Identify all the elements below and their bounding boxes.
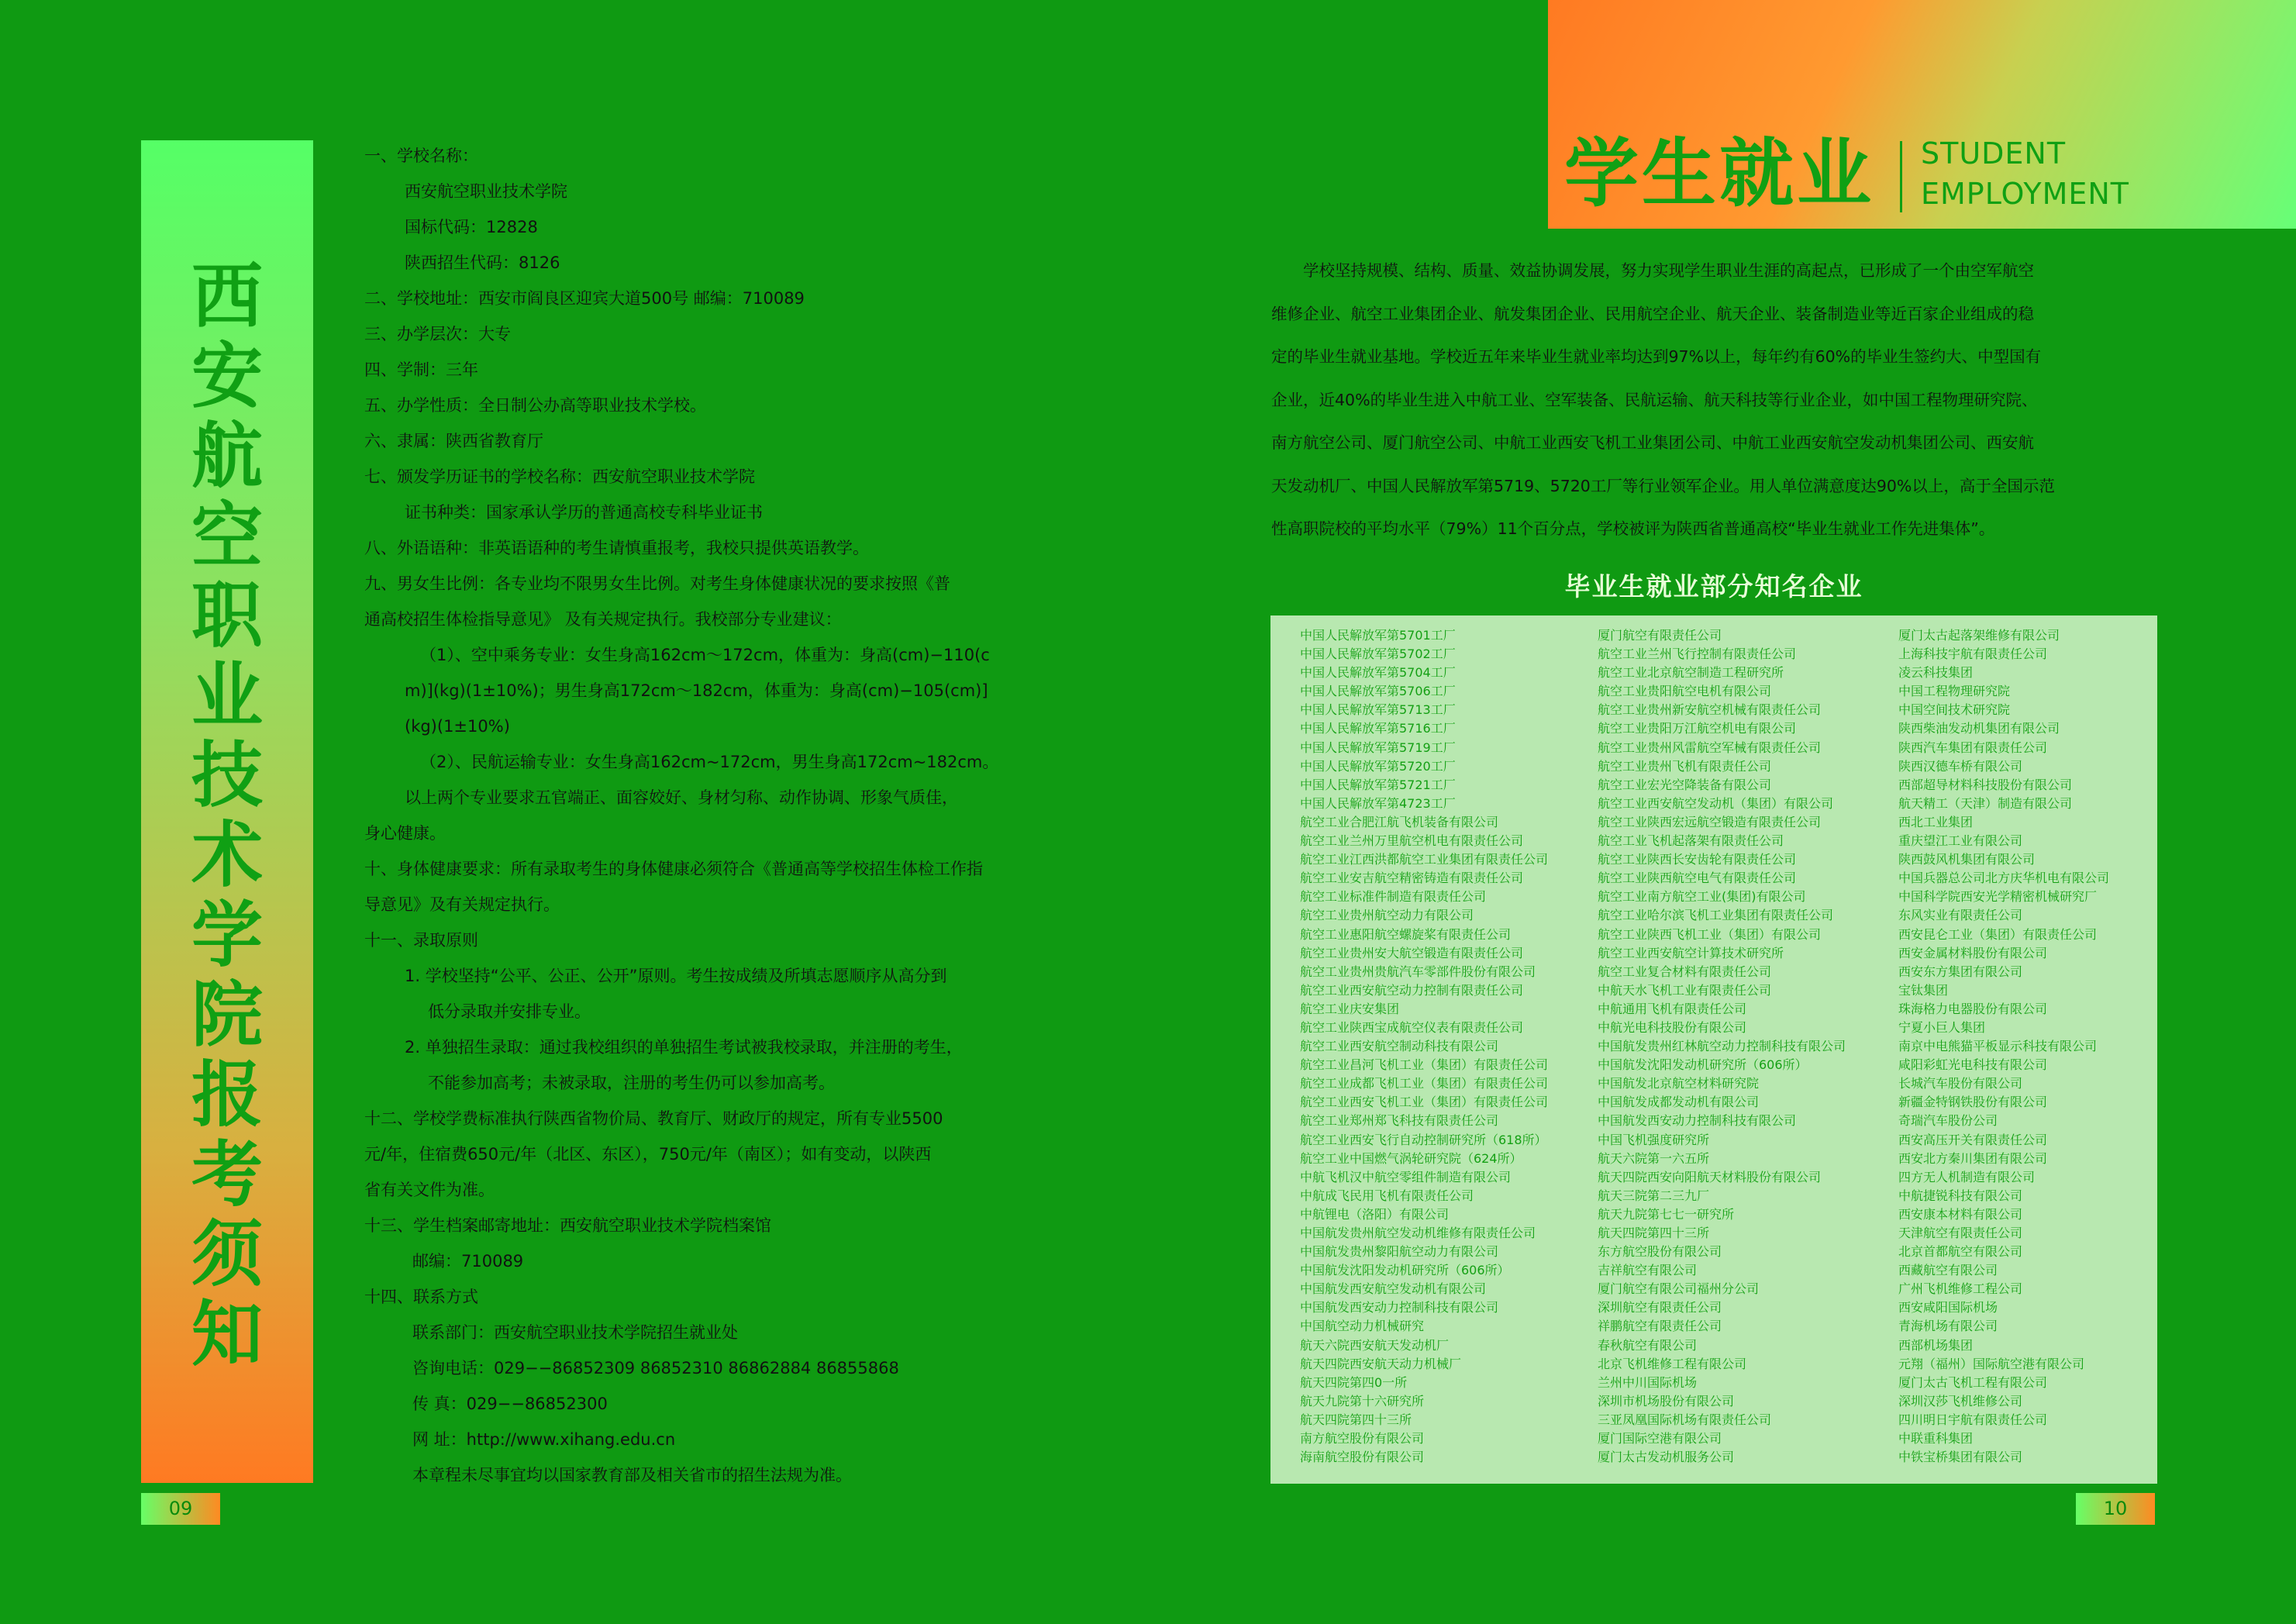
firm-item: 中航天水飞机工业有限责任公司: [1598, 982, 1772, 998]
paragraph-line: 性高职院校的平均水平（79%）11个百分点，学校被评为陕西省普通高校“毕业生就业工作先进集体”。: [1271, 519, 1995, 538]
info-line: 邮编：710089: [412, 1252, 524, 1271]
firm-item: 航空工业郑州郑飞科技有限责任公司: [1300, 1113, 1499, 1129]
info-line: 本章程未尽事宜均以国家教育部及相关省市的招生法规为准。: [412, 1466, 852, 1484]
firm-item: 宁夏小巨人集团: [1898, 1019, 1986, 1035]
info-line: 网 址：http://www.xihang.edu.cn: [412, 1430, 676, 1449]
firm-item: 中航成飞民用飞机有限责任公司: [1300, 1188, 1474, 1203]
firm-item: 航天九院第十六研究所: [1300, 1393, 1425, 1409]
firm-item: 航空工业贵州贵航汽车零部件股份有限公司: [1300, 964, 1536, 979]
info-line: 十一、录取原则: [364, 931, 478, 950]
vertical-title-char: 学: [191, 893, 263, 977]
firm-item: 奇瑞汽车股份公司: [1898, 1113, 1998, 1129]
info-line: 咨询电话：029−−86852309 86852310 86862884 86855868: [412, 1359, 899, 1377]
firm-item: 中联重科集团: [1898, 1431, 1974, 1446]
firm-item: 长城汽车股份有限公司: [1898, 1076, 2023, 1091]
firm-item: 航空工业中国燃气涡轮研究院（624所）: [1300, 1150, 1522, 1166]
vertical-title-char: 空: [191, 494, 263, 578]
firm-item: 上海科技宇航有限责任公司: [1898, 646, 2048, 662]
firm-item: 中国航发贵州红林航空动力控制科技有限公司: [1598, 1039, 1846, 1054]
firm-item: 陕西鼓风机集团有限公司: [1898, 852, 2036, 867]
title-en-line-1: STUDENT: [1921, 136, 2067, 171]
firm-item: 东风实业有限责任公司: [1898, 908, 2023, 923]
info-line: 十二、学校学费标准执行陕西省物价局、教育厅、财政厅的规定，所有专业5500: [364, 1109, 943, 1128]
firm-item: 四川明日宇航有限责任公司: [1898, 1412, 2048, 1427]
firm-item: 中国兵器总公司北方庆华机电有限公司: [1898, 871, 2110, 886]
info-line: 五、办学性质：全日制公办高等职业技术学校。: [364, 396, 706, 415]
firm-item: 航天四院第四十三所: [1300, 1412, 1412, 1427]
section-title-en: [1921, 133, 2129, 214]
info-line: (kg)(1±10%): [405, 717, 510, 736]
info-line: 联系部门：西安航空职业技术学院招生就业处: [412, 1323, 738, 1342]
firm-item: 中国飞机强度研究所: [1598, 1132, 1710, 1147]
firm-item: 航空工业西安航空动力控制有限责任公司: [1300, 982, 1524, 998]
firm-item: 航天九院第七七一研究所: [1598, 1206, 1735, 1222]
firm-item: 三亚凤凰国际机场有限责任公司: [1598, 1412, 1772, 1427]
vertical-title-char: 西: [191, 254, 263, 338]
section-title-cn: 学生就业: [1564, 129, 1874, 217]
firm-item: 航天四院第四十三所: [1598, 1226, 1710, 1240]
info-line: 国标代码：12828: [405, 218, 538, 236]
firm-item: 深圳汉莎飞机维修公司: [1898, 1393, 2023, 1409]
firm-item: 西安咸阳国际机场: [1898, 1300, 1998, 1315]
firm-item: 中国人民解放军第5706工厂: [1300, 684, 1456, 699]
admission-info-text: [364, 138, 1031, 1493]
title-en-line-2: EMPLOYMENT: [1921, 177, 2130, 211]
info-line: （1）、空中乘务专业：女生身高162cm～172cm，体重为：身高(cm)−110(c: [420, 646, 990, 664]
info-line: 传 真：029−−86852300: [412, 1395, 608, 1413]
firm-item: 中国人民解放军第5704工厂: [1300, 665, 1456, 681]
firm-item: 航空工业兰州飞行控制有限责任公司: [1598, 646, 1797, 662]
info-line: 十三、学生档案邮寄地址：西安航空职业技术学院档案馆: [364, 1216, 771, 1235]
firm-item: 航空工业陕西航空电气有限责任公司: [1598, 871, 1797, 886]
vertical-title-char: 报: [191, 1053, 263, 1136]
firm-item: 元翔（福州）国际航空港有限公司: [1898, 1356, 2085, 1371]
firm-item: 航空工业西安飞机工业（集团）有限责任公司: [1300, 1095, 1549, 1110]
firms-column-1: [1300, 626, 1548, 1467]
info-line: 证书种类：国家承认学历的普通高校专科毕业证书: [405, 503, 763, 522]
title-divider: [1900, 141, 1902, 212]
firm-item: 中国工程物理研究院: [1898, 684, 2011, 699]
firm-item: 航空工业西安航空计算技术研究所: [1598, 945, 1784, 960]
firm-item: 航空工业南方航空工业(集团)有限公司: [1598, 889, 1806, 905]
firm-item: 珠海格力电器股份有限公司: [1898, 1001, 2048, 1016]
firm-item: 中国科学院西安光学精密机械研究厂: [1898, 889, 2098, 905]
firm-item: 航空工业飞机起落架有限责任公司: [1598, 833, 1784, 849]
firm-item: 陕西柴油发动机集团有限公司: [1898, 721, 2060, 736]
firm-item: 中国航发西安动力控制科技有限公司: [1300, 1300, 1499, 1315]
firm-item: 厦门航空有限公司福州分公司: [1598, 1281, 1760, 1297]
firm-item: 中国航发贵州航空发动机维修有限责任公司: [1300, 1226, 1536, 1240]
firm-item: 航空工业复合材料有限责任公司: [1598, 964, 1772, 979]
firm-item: 中国人民解放军第5701工厂: [1300, 628, 1456, 643]
info-line: 元/年，住宿费650元/年（北区、东区），750元/年（南区）；如有变动，以陕西: [364, 1145, 932, 1164]
firm-item: 青海机场有限公司: [1898, 1319, 1998, 1334]
firm-item: 中国航发成都发动机有限公司: [1598, 1095, 1760, 1110]
info-line: 1. 学校坚持“公平、公正、公开”原则。考生按成绩及所填志愿顺序从高分到: [405, 967, 947, 985]
firm-item: 厦门太古发动机服务公司: [1598, 1450, 1735, 1465]
firm-item: 航空工业贵州风雷航空军械有限责任公司: [1598, 740, 1822, 755]
firm-item: 航空工业安吉航空精密铸造有限责任公司: [1300, 871, 1524, 886]
firm-item: 北京飞机维修工程有限公司: [1598, 1356, 1747, 1371]
firm-item: 南方航空股份有限公司: [1300, 1431, 1425, 1446]
firm-item: 深圳市机场股份有限公司: [1598, 1393, 1735, 1409]
firm-item: 凌云科技集团: [1898, 665, 1974, 681]
firm-item: 兰州中川国际机场: [1598, 1374, 1698, 1390]
firm-item: 西安高压开关有限责任公司: [1898, 1132, 2048, 1147]
firm-item: 中国航发贵州黎阳航空动力有限公司: [1300, 1244, 1499, 1260]
firm-item: 航天六院第一六五所: [1598, 1150, 1710, 1166]
firm-item: 厦门航空有限责任公司: [1598, 628, 1722, 643]
firm-item: 厦门太古飞机工程有限公司: [1898, 1374, 2048, 1390]
firm-item: 中航通用飞机有限责任公司: [1598, 1001, 1747, 1016]
vertical-title-char: 考: [191, 1133, 263, 1216]
firm-item: 航空工业昌河飞机工业（集团）有限责任公司: [1300, 1057, 1549, 1073]
firm-item: 西北工业集团: [1898, 814, 1974, 829]
firm-item: 宝钛集团: [1898, 982, 1949, 998]
firm-item: 中航飞机汉中航空零组件制造有限公司: [1300, 1169, 1512, 1184]
firms-column-3: [1898, 626, 2109, 1467]
info-line: 七、颁发学历证书的学校名称：西安航空职业技术学院: [364, 467, 755, 486]
firm-item: 航空工业江西洪都航空工业集团有限责任公司: [1300, 852, 1549, 867]
info-line: 十、身体健康要求：所有录取考生的身体健康必须符合《普通高等学校招生体检工作指: [364, 860, 983, 878]
info-line: 四、学制：三年: [364, 360, 478, 379]
firm-item: 西部超导材料科技股份有限公司: [1898, 777, 2073, 792]
firm-item: 航空工业陕西宝成航空仪表有限责任公司: [1300, 1019, 1524, 1035]
firm-item: 中国人民解放军第4723工厂: [1300, 795, 1456, 811]
firm-item: 厦门国际空港有限公司: [1598, 1431, 1722, 1446]
vertical-title-char: 须: [191, 1212, 263, 1296]
info-line: 九、男女生比例：各专业均不限男女生比例。对考生身体健康状况的要求按照《普: [364, 574, 950, 593]
firm-item: 航空工业陕西宏远航空锻造有限责任公司: [1598, 814, 1822, 829]
firm-item: 航空工业贵州安大航空锻造有限责任公司: [1300, 945, 1524, 960]
vertical-title-char: 技: [191, 733, 263, 817]
firm-item: 航空工业哈尔滨飞机工业集团有限责任公司: [1598, 908, 1834, 923]
firm-item: 中国人民解放军第5720工厂: [1300, 758, 1456, 774]
firm-item: 中国人民解放军第5702工厂: [1300, 646, 1456, 662]
firm-item: 航空工业成都飞机工业（集团）有限责任公司: [1300, 1076, 1549, 1091]
firm-item: 西藏航空有限公司: [1898, 1263, 1998, 1278]
info-line: 二、学校地址：西安市阎良区迎宾大道500号 邮编：710089: [364, 289, 805, 308]
firm-item: 航空工业西安航空制动科技有限公司: [1300, 1039, 1499, 1054]
firm-item: 重庆望江工业有限公司: [1898, 833, 2023, 849]
vertical-title-char: 知: [191, 1292, 263, 1376]
firm-item: 航天四院第四0一所: [1300, 1374, 1408, 1390]
firm-item: 深圳航空有限责任公司: [1598, 1300, 1722, 1315]
firm-item: 新疆金特钢铁股份有限公司: [1898, 1095, 2048, 1110]
firm-item: 航天六院西安航天发动机厂: [1300, 1337, 1450, 1353]
info-line: 低分录取并安排专业。: [428, 1002, 591, 1021]
firm-item: 南京中电熊猫平板显示科技有限公司: [1898, 1039, 2098, 1054]
firm-item: 中航捷锐科技有限公司: [1898, 1188, 2023, 1203]
firm-item: 航天四院西安航天动力机械厂: [1300, 1356, 1462, 1371]
info-line: 六、隶属：陕西省教育厅: [364, 432, 543, 450]
firm-item: 中国空间技术研究院: [1898, 702, 2011, 718]
info-line: m)](kg)(1±10%)；男生身高172cm～182cm，体重为：身高(cm)−105(cm)]: [405, 681, 988, 700]
firm-item: 航空工业北京航空制造工程研究所: [1598, 665, 1784, 681]
firm-item: 航空工业西安飞行自动控制研究所（618所）: [1300, 1132, 1547, 1147]
firm-item: 春秋航空有限公司: [1598, 1337, 1698, 1353]
firm-item: 中航锂电（洛阳）有限公司: [1300, 1206, 1450, 1222]
firm-item: 东方航空股份有限公司: [1598, 1244, 1722, 1260]
firm-item: 西安康本材料有限公司: [1898, 1206, 2023, 1222]
firm-item: 中航光电科技股份有限公司: [1598, 1019, 1747, 1035]
vertical-title-char: 安: [191, 334, 263, 418]
firm-item: 航空工业合肥江航飞机装备有限公司: [1300, 814, 1499, 829]
info-line: 一、学校名称：: [364, 147, 478, 165]
firm-item: 中国航发沈阳发动机研究所（606所）: [1598, 1057, 1808, 1073]
firm-item: 中国航发西安动力控制科技有限公司: [1598, 1113, 1797, 1129]
firm-item: 中国航发北京航空材料研究院: [1598, 1076, 1760, 1091]
vertical-title-char: 院: [191, 973, 263, 1057]
firm-item: 中国人民解放军第5713工厂: [1300, 702, 1456, 718]
firms-list-box: [1270, 615, 2157, 1484]
vertical-title: [141, 254, 313, 1376]
firm-item: 中国航空动力机械研究: [1300, 1319, 1425, 1334]
firm-item: 北京首都航空有限公司: [1898, 1244, 2023, 1260]
firm-item: 四方无人机制造有限公司: [1898, 1169, 2036, 1184]
firm-item: 吉祥航空有限公司: [1598, 1263, 1698, 1278]
info-line: 以上两个专业要求五官端正、面容姣好、身材匀称、动作协调、形象气质佳，: [405, 788, 958, 807]
firm-item: 航空工业陕西长安齿轮有限责任公司: [1598, 852, 1797, 867]
firm-item: 航空工业贵州航空动力有限公司: [1300, 908, 1474, 923]
firm-item: 西安东方集团有限公司: [1898, 964, 2023, 979]
firm-item: 西安金属材料股份有限公司: [1898, 945, 2048, 960]
employment-paragraph: [1271, 250, 2155, 551]
info-line: 三、办学层次：大专: [364, 325, 511, 343]
firms-column-2: [1598, 626, 1846, 1467]
firm-item: 航天四院西安向阳航天材料股份有限公司: [1598, 1169, 1822, 1184]
firm-item: 海南航空股份有限公司: [1300, 1450, 1425, 1465]
firm-item: 航空工业惠阳航空螺旋桨有限责任公司: [1300, 926, 1512, 942]
info-line: 不能参加高考；未被录取，注册的考生仍可以参加高考。: [428, 1074, 835, 1092]
info-line: 陕西招生代码：8126: [405, 253, 560, 272]
vertical-title-banner: [141, 140, 313, 1483]
vertical-title-char: 术: [191, 813, 263, 897]
firm-item: 西部机场集团: [1898, 1337, 1974, 1353]
firm-item: 中国人民解放军第5716工厂: [1300, 721, 1456, 736]
vertical-title-char: 航: [191, 414, 263, 498]
firm-item: 航天精工（天津）制造有限公司: [1898, 795, 2073, 811]
paragraph-line: 学校坚持规模、结构、质量、效益协调发展，努力实现学生职业生涯的高起点，已形成了一个由空军航空: [1271, 261, 2034, 280]
paragraph-line: 定的毕业生就业基地。学校近五年来毕业生就业率均达到97%以上，每年约有60%的毕业生签约大、中型国有: [1271, 347, 2042, 366]
info-line: 八、外语语种：非英语语种的考生请慎重报考，我校只提供英语教学。: [364, 539, 869, 557]
paragraph-line: 天发动机厂、中国人民解放军第5719、5720工厂等行业领军企业。用人单位满意度达90%以上，高于全国示范: [1271, 476, 2055, 495]
firm-item: 航空工业兰州万里航空机电有限责任公司: [1300, 833, 1524, 849]
paragraph-line: 南方航空公司、厦门航空公司、中航工业西安飞机工业集团公司、中航工业西安航空发动机集团公司、西安航: [1271, 433, 2034, 452]
firm-item: 航空工业贵阳万江航空机电有限公司: [1598, 721, 1797, 736]
firm-item: 航空工业西安航空发动机（集团）有限公司: [1598, 795, 1834, 811]
firm-item: 中国人民解放军第5721工厂: [1300, 777, 1456, 792]
firms-title: 毕业生就业部分知名企业: [1564, 571, 1863, 602]
firm-item: 祥鹏航空有限责任公司: [1598, 1319, 1722, 1334]
firm-item: 航空工业庆安集团: [1300, 1001, 1400, 1016]
page-number-right: 10: [2076, 1493, 2155, 1525]
firm-item: 咸阳彩虹光电科技有限公司: [1898, 1057, 2048, 1073]
vertical-title-char: 业: [191, 653, 263, 737]
page-number-left: 09: [141, 1493, 220, 1525]
info-line: 通高校招生体检指导意见》 及有关规定执行。我校部分专业建议：: [364, 610, 842, 629]
firm-item: 航天三院第二三九厂: [1598, 1188, 1710, 1203]
firm-item: 陕西汉德车桥有限公司: [1898, 758, 2023, 774]
firm-item: 中铁宝桥集团有限公司: [1898, 1450, 2023, 1465]
paragraph-line: 维修企业、航空工业集团企业、航发集团企业、民用航空企业、航天企业、装备制造业等近百家企业组成的稳: [1271, 304, 2034, 323]
firm-item: 中国航发沈阳发动机研究所（606所）: [1300, 1263, 1510, 1278]
info-line: 十四、联系方式: [364, 1288, 478, 1306]
firm-item: 西安北方秦川集团有限公司: [1898, 1150, 2048, 1166]
firm-item: 航空工业标准件制造有限责任公司: [1300, 889, 1487, 905]
firm-item: 航空工业贵州飞机有限责任公司: [1598, 758, 1772, 774]
firm-item: 航空工业宏光空降装备有限公司: [1598, 777, 1772, 792]
vertical-title-char: 职: [191, 574, 263, 657]
info-line: 西安航空职业技术学院: [405, 182, 567, 201]
firm-item: 厦门太古起落架维修有限公司: [1898, 628, 2060, 643]
info-line: （2）、民航运输专业：女生身高162cm~172cm，男生身高172cm~182cm。: [420, 753, 999, 771]
firm-item: 广州飞机维修工程公司: [1898, 1281, 2023, 1297]
firm-item: 中国航发西安航空发动机有限公司: [1300, 1281, 1487, 1297]
info-line: 2. 单独招生录取：通过我校组织的单独招生考试被我校录取，并注册的考生，: [405, 1038, 963, 1057]
firm-item: 陕西汽车集团有限责任公司: [1898, 740, 2048, 755]
firm-item: 航空工业陕西飞机工业（集团）有限公司: [1598, 926, 1822, 942]
info-line: 省有关文件为准。: [364, 1181, 495, 1199]
info-line: 身心健康。: [364, 824, 446, 843]
firm-item: 中国人民解放军第5719工厂: [1300, 740, 1456, 755]
firm-item: 航空工业贵州新安航空机械有限责任公司: [1598, 702, 1822, 718]
info-line: 导意见》及有关规定执行。: [364, 895, 560, 914]
firm-item: 航空工业贵阳航空电机有限公司: [1598, 684, 1772, 699]
firm-item: 天津航空有限责任公司: [1898, 1226, 2023, 1240]
paragraph-line: 企业，近40%的毕业生进入中航工业、空军装备、民航运输、航天科技等行业企业，如中国工程物理研究院、: [1271, 390, 2038, 409]
firm-item: 西安昆仑工业（集团）有限责任公司: [1898, 926, 2098, 942]
